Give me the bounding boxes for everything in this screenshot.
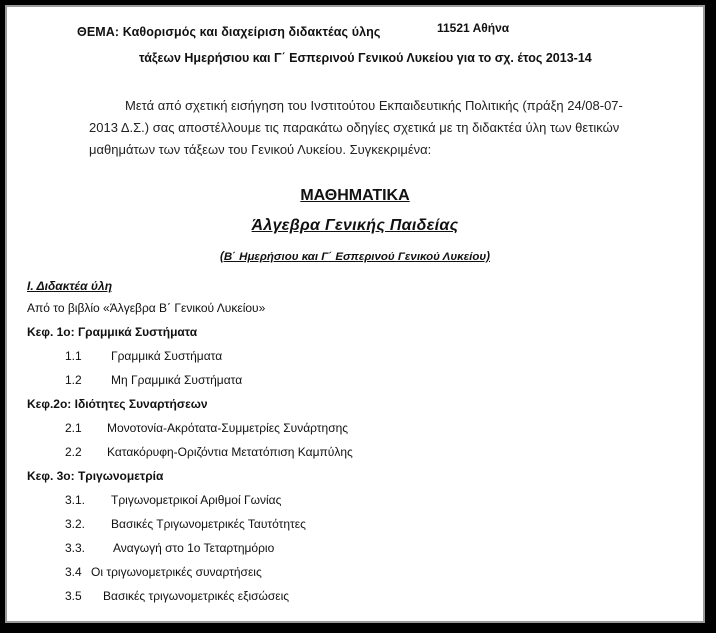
list-item: Τριγωνομετρικοί Αριθμοί Γωνίας <box>111 493 282 507</box>
subject-title: ΜΑΘΗΜΑΤΙΚΑ <box>300 187 410 204</box>
book-reference: Από το βιβλίο «Άλγεβρα Β΄ Γενικού Λυκείου» <box>27 301 266 315</box>
list-item-number: 3.1. <box>65 493 86 507</box>
intro-line-2: 2013 Δ.Σ.) σας αποστέλλουμε τις παρακάτω οδηγίες σχετικά με τη διδακτέα ύλη των θετικών <box>89 120 620 135</box>
intro-line-1: Μετά από σχετική εισήγηση του Ινστιτούτου Εκπαιδευτικής Πολιτικής (πράξη 24/08-07- <box>125 98 623 113</box>
course-title: Άλγεβρα Γενικής Παιδείας <box>251 217 459 234</box>
list-item: Βασικές Τριγωνομετρικές Ταυτότητες <box>111 517 306 531</box>
chapter-3-title: Κεφ. 3ο: Τριγωνομετρία <box>27 469 164 483</box>
list-item: Μη Γραμμικά Συστήματα <box>111 373 243 387</box>
list-item: Κατακόρυφη-Οριζόντια Μετατόπιση Καμπύλης <box>107 445 353 459</box>
subject-line-1: ΘΕΜΑ: Καθορισμός και διαχείριση διδακτέας ύλης <box>77 25 381 39</box>
list-item: Οι τριγωνομετρικές συναρτήσεις <box>91 565 262 579</box>
list-item-number: 2.2 <box>65 445 82 459</box>
list-item-number: 2.1 <box>65 421 82 435</box>
chapter-2-title: Κεφ.2ο: Ιδιότητες Συναρτήσεων <box>27 397 208 411</box>
classes-subtitle: (Β΄ Ημερήσιου και Γ΄ Εσπερινού Γενικού Λυκείου) <box>219 251 491 263</box>
place-label: 11521 Αθήνα <box>437 21 510 35</box>
list-item-number: 3.2. <box>65 517 86 531</box>
list-item: Αναγωγή στο 1ο Τεταρτημόριο <box>113 541 275 555</box>
intro-line-3: μαθημάτων των τάξεων του Γενικού Λυκείου. Συγκεκριμένα: <box>89 142 432 157</box>
list-item-number: 3.4 <box>65 565 82 579</box>
section-heading: Ι. Διδακτέα ύλη <box>27 279 113 293</box>
list-item-number: 3.3. <box>65 541 86 555</box>
chapter-1-title: Κεφ. 1ο: Γραμμικά Συστήματα <box>27 325 198 339</box>
list-item-number: 1.1 <box>65 349 82 363</box>
list-item: Βασικές τριγωνομετρικές εξισώσεις <box>103 589 290 603</box>
list-item-number: 1.2 <box>65 373 82 387</box>
subject-line-2: τάξεων Ημερήσιου και Γ΄ Εσπερινού Γενικού Λυκείου για το σχ. έτος 2013-14 <box>139 51 592 65</box>
list-item-number: 3.5 <box>65 589 82 603</box>
list-item: Γραμμικά Συστήματα <box>111 349 223 363</box>
list-item: Μονοτονία-Ακρότατα-Συμμετρίες Συνάρτησης <box>107 421 349 435</box>
document-page <box>5 5 705 623</box>
